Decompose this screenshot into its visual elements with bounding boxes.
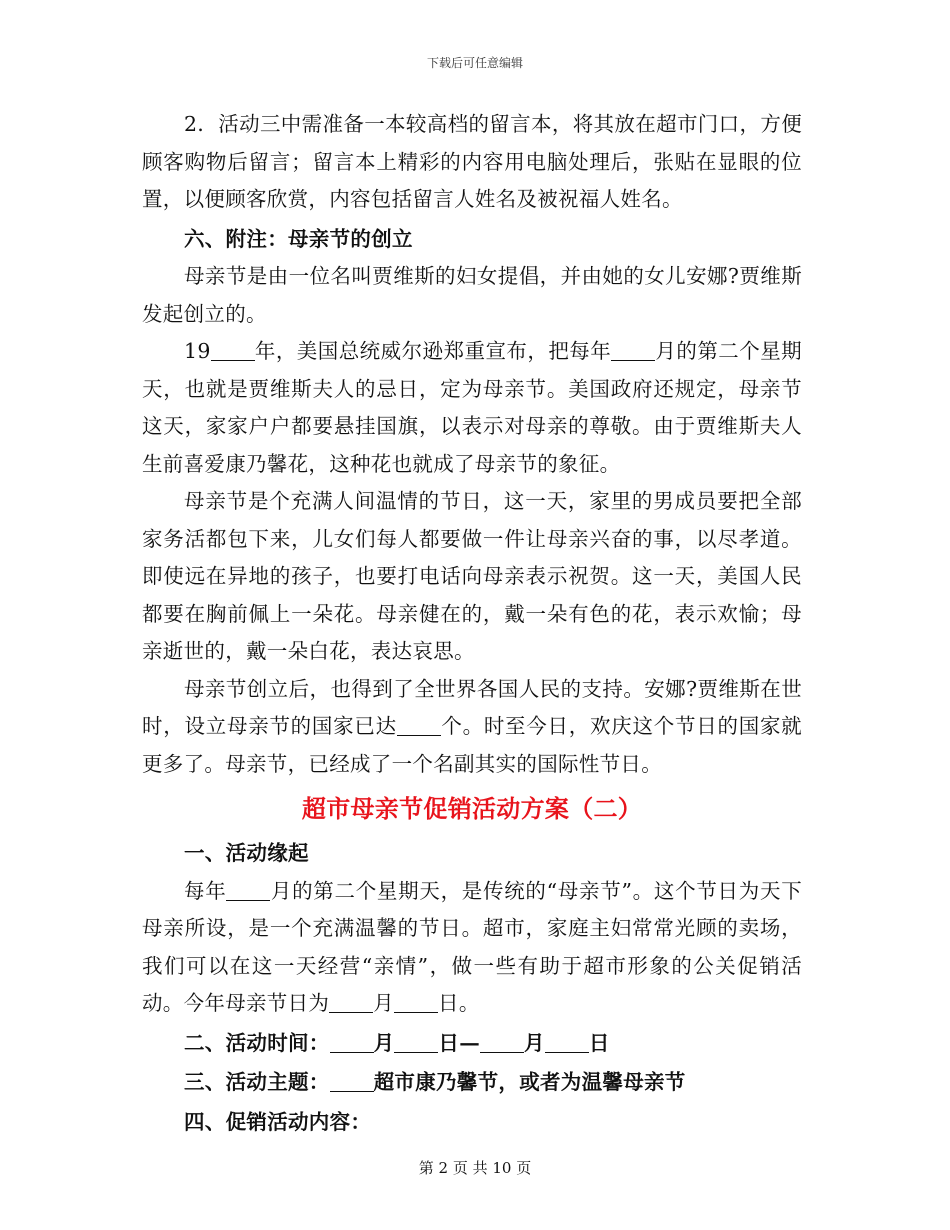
blank-line <box>394 992 438 1014</box>
text-segment: 超市康乃馨节，或者为温馨母亲节 <box>373 1070 686 1094</box>
blank-line <box>211 340 255 362</box>
text-segment: 母亲节创立后，也得到了全世界各国人民的支持。安娜?贾维斯在世时，设立母亲节的国家已达 <box>142 676 802 738</box>
blank-line <box>611 340 655 362</box>
blank-line <box>545 1031 589 1053</box>
document-body <box>142 106 802 1141</box>
text-segment: 年，美国总统威尔逊郑重宣布，把每年 <box>254 339 612 363</box>
text-segment: 19 <box>184 339 211 363</box>
blank-line <box>394 1031 438 1053</box>
section-heading-appendix: 六、附注：母亲节的创立 <box>184 226 413 251</box>
text-segment: 月 <box>373 1030 395 1055</box>
paragraph-activity-origin <box>142 873 802 1023</box>
text-segment: 三、活动主题： <box>184 1070 330 1094</box>
section-heading-content: 四、促销活动内容： <box>184 1109 372 1134</box>
blank-line <box>329 992 373 1014</box>
blank-line <box>480 1031 524 1053</box>
plan-title: 超市母亲节促销活动方案（二） <box>301 794 643 823</box>
blank-line <box>330 1031 374 1053</box>
section-heading-time <box>142 1025 802 1063</box>
text-segment: 月 <box>524 1030 545 1055</box>
blank-line <box>397 715 441 737</box>
blank-line <box>226 879 270 901</box>
page-header: 下载后可任意编辑 <box>426 56 523 70</box>
text-segment: 月的第二个星期天，也就是贾维斯夫人的忌日，定为母亲节。美国政府还规定，母亲节这天，家家户户都要悬挂国旗，以表示对母亲的尊敬。由于贾维斯夫人生前喜爱康乃馨花，这种花也就成了母亲节的象征。 <box>142 339 802 476</box>
paragraph-origin: 母亲节是由一位名叫贾维斯的妇女提倡，并由她的女儿安娜?贾维斯发起创立的。 <box>142 264 802 326</box>
text-segment: 日 <box>588 1030 610 1055</box>
text-segment: 月的第二个星期天，是传统的“母亲节”。这个节日为天下母亲所设，是一个充满温馨的节日。超市，家庭主妇常常光顾的卖场，我们可以在这一天经营“亲情”，做一些有助于超市形象的公关促销活动。今年母亲节日为 <box>142 878 802 1015</box>
text-segment: 月 <box>373 991 395 1015</box>
blank-line <box>330 1071 374 1093</box>
text-segment: 个。时至今日，欢庆这个节日的国家就更多了。母亲节，已经成了一个名副其实的国际性节日。 <box>142 714 802 776</box>
paragraph-history <box>142 333 802 483</box>
text-segment: 每年 <box>184 878 227 903</box>
paragraph-worldwide <box>142 671 802 784</box>
section-heading-origin: 一、活动缘起 <box>184 841 309 865</box>
text-segment: 日— <box>438 1030 481 1055</box>
paragraph-customs: 母亲节是个充满人间温情的节日，这一天，家里的男成员要把全部家务活都包下来，儿女们每人都要做一件让母亲兴奋的事，以尽孝道。即使远在异地的孩子，也要打电话向母亲表示祝贺。这一天，美国人民都要在胸前佩上一朵花。母亲健在的，戴一朵有色的花，表示欢愉；母亲逝世的，戴一朵白花，表达哀思。 <box>142 489 802 663</box>
section-heading-theme <box>142 1064 802 1102</box>
text-segment: 日。 <box>438 991 480 1015</box>
text-segment: 二、活动时间： <box>184 1030 330 1055</box>
page-footer: 第 2 页 共 10 页 <box>418 1159 532 1177</box>
paragraph-activity3-note: 2．活动三中需准备一本较高档的留言本，将其放在超市门口，方便顾客购物后留言；留言本上精彩的内容用电脑处理后，张贴在显眼的位置，以便顾客欣赏，内容包括留言人姓名及被祝福人姓名。 <box>142 112 802 211</box>
